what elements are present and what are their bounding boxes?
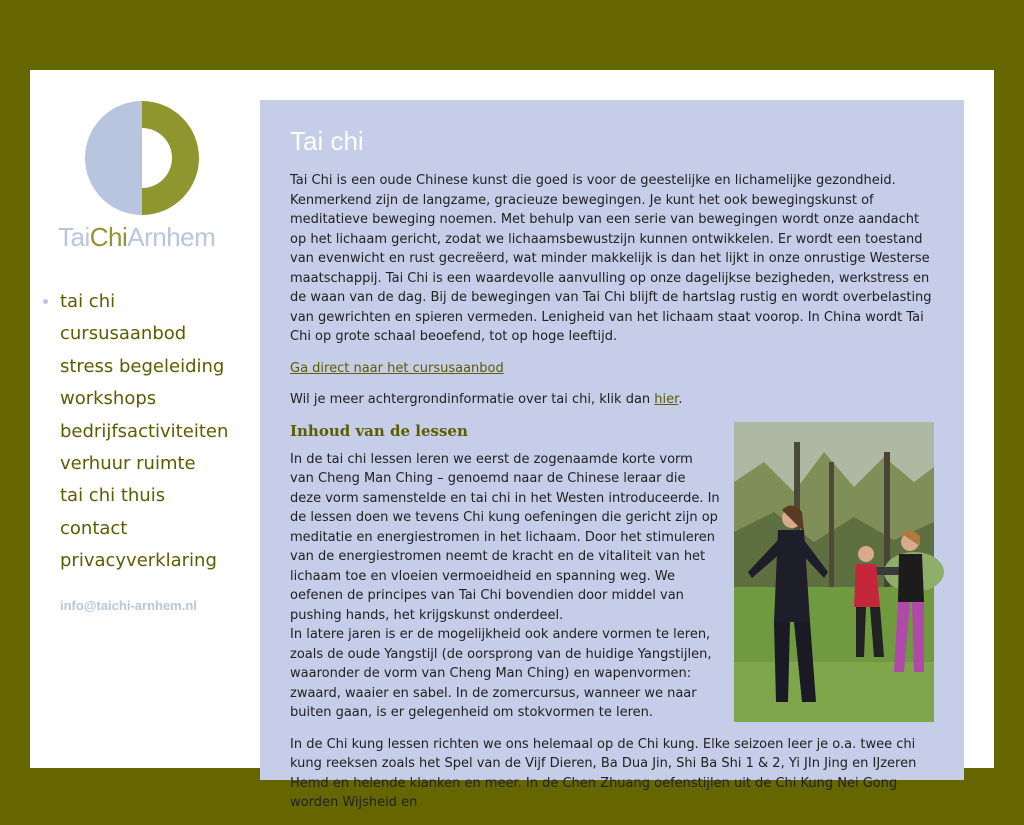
- tai-chi-photo: [734, 422, 934, 722]
- nav-item-privacyverklaring: [60, 545, 228, 577]
- nav-item-verhuur-ruimte: [60, 448, 228, 480]
- logo-emblem-icon: [84, 100, 200, 216]
- nav-item-workshops: [60, 383, 228, 415]
- outdoor-practice-image: [734, 422, 934, 722]
- more-info-suffix: .: [678, 392, 683, 407]
- nav-link-bedrijfsactiviteiten[interactable]: bedrijfsactiviteiten: [60, 420, 229, 442]
- nav-item-stress-begeleiding: [60, 351, 228, 383]
- more-info-link[interactable]: hier: [654, 392, 679, 407]
- nav-item-contact: [60, 513, 228, 545]
- nav-link-tai-chi-thuis[interactable]: tai chi thuis: [60, 485, 166, 507]
- nav-link-workshops[interactable]: workshops: [60, 388, 157, 410]
- nav-link-privacyverklaring[interactable]: privacyverklaring: [60, 550, 217, 572]
- section-title-lessons: Inhoud van de lessen: [290, 421, 468, 440]
- logo-text-chi: Chi: [89, 222, 128, 252]
- intro-paragraph: Tai Chi is een oude Chinese kunst die goed is voor de geestelijke en lichamelijke gezondheid. Kenmerkend zijn de langzame, gracieuze bewegingen. Je kunt het ook bewegingskunst of meditatieve beweging noemen. Met behulp van een serie van bewegingen wordt onze aandacht op het lichaam gericht, zodat we lichaamsbewustzijn kunnen ontwikkelen. Er wordt een toestand van evenwicht en rust gecreëerd, wat minder makkelijk is dan het lijkt in onze onrustige Westerse maatschappij. Tai Chi is een waardevolle aanvulling op onze dagelijkse bezigheden, werkstress en de waan van de dag. Bij de bewegingen van Tai Chi blijft de hartslag rustig en wordt overbelasting van gewrichten en spieren vermeden. Lenigheid van het lichaam staat voorop. In China wordt Tai Chi op grote schaal beoefend, tot op hoge leeftijd.: [290, 173, 932, 344]
- content-inner: [290, 100, 934, 825]
- page-container: [30, 70, 994, 810]
- logo-wordmark: [58, 222, 238, 253]
- email-link[interactable]: info@taichi-arnhem.nl: [60, 598, 197, 613]
- nav-item-bedrijfsactiviteiten: [60, 416, 228, 448]
- nav-link-cursusaanbod[interactable]: cursusaanbod: [60, 323, 187, 345]
- lessons-paragraph-2: In latere jaren is er de mogelijkheid ook andere vormen te leren, zoals de oude Yangstijl (de oorsprong van de huidige Yangstijlen, waaronder de vorm van Cheng Man Ching) en wapenvormen: zwaard, waaier en sabel. In de zomercursus, wanneer we naar buiten gaan, is er gelegenheid om stokvormen te leren.: [290, 627, 712, 720]
- active-bullet-icon: [43, 299, 48, 304]
- nav-link-tai-chi[interactable]: tai chi: [60, 291, 116, 312]
- more-info-paragraph: [290, 390, 934, 410]
- nav-item-cursusaanbod: [60, 318, 228, 350]
- site-logo[interactable]: [58, 98, 238, 258]
- nav-link-verhuur-ruimte[interactable]: verhuur ruimte: [60, 452, 196, 474]
- more-info-text: Wil je meer achtergrondinformatie over tai chi, klik dan: [290, 392, 655, 407]
- sidebar: [30, 70, 260, 768]
- nav-item-tai-chi-thuis: [60, 480, 228, 512]
- logo-text-arnhem: Arnhem: [127, 222, 216, 252]
- main-nav: [60, 286, 228, 578]
- nav-link-stress-begeleiding[interactable]: stress begeleiding: [60, 355, 225, 377]
- cursusaanbod-link[interactable]: Ga direct naar het cursusaanbod: [290, 360, 504, 376]
- main-content: [260, 100, 964, 810]
- nav-item-tai-chi: [60, 286, 228, 318]
- logo-text-tai: Tai: [58, 222, 90, 252]
- chikung-paragraph: In de Chi kung lessen richten we ons helemaal op de Chi kung. Elke seizoen leer je o.a. twee chi kung reeksen zoals het Spel van de Vijf Dieren, Ba Dua Jin, Shi Ba Shi 1 & 2, Yi JIn Jing en IJzeren Hemd en helende klanken en meer. In de Chen Zhuang oefenstijlen uit de Chi Kung Nei Gong worden Wijsheid en: [290, 736, 917, 810]
- page-title: Tai chi: [290, 126, 364, 156]
- direct-link-paragraph: [290, 359, 934, 379]
- lessons-paragraph-1: In de tai chi lessen leren we eerst de zogenaamde korte vorm van Cheng Man Ching – genoemd naar de Chinese leraar die deze vorm samenstelde en tai chi in het Westen introduceerde. In de lessen doen we tevens Chi kung oefeningen die gericht zijn op meditatie en energiestromen in het lichaam. Door het stimuleren van de energiestromen neemt de kracht en de vitaliteit van het lichaam toe en vloeien vermoeidheid en spanning weg. We oefenen de principes van Tai Chi bovendien door middel van pushing hands, het krijgskunst onderdeel.: [290, 451, 720, 623]
- nav-link-contact[interactable]: contact: [60, 517, 128, 539]
